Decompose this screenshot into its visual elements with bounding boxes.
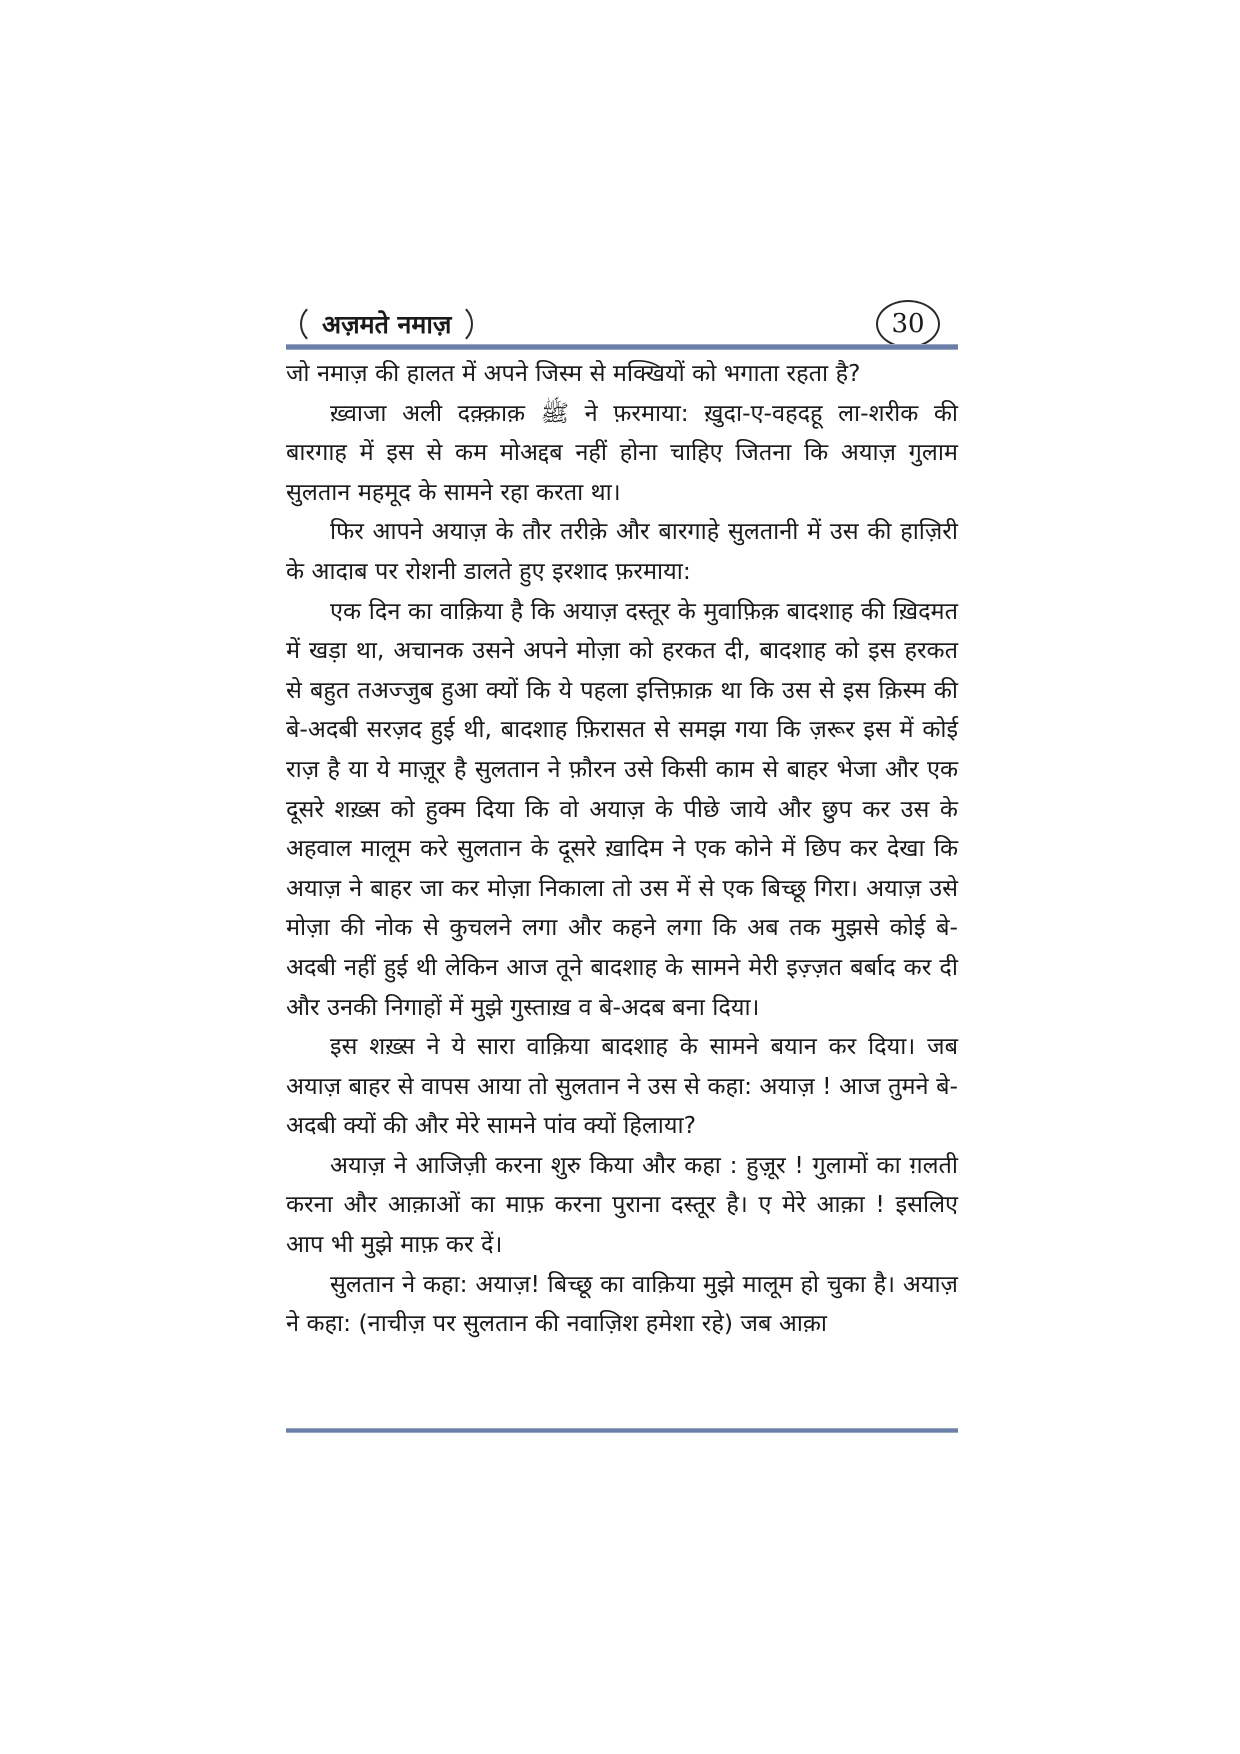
header-rule bbox=[286, 344, 958, 350]
paragraph: सुलतान ने कहा: अयाज़! बिच्छू का वाक़िया मुझे मालूम हो चुका है। अयाज़ ने कहा: (नाचीज़ पर सुलतान की नवाज़िश हमेशा रहे) जब आक़ा bbox=[286, 1269, 958, 1338]
page-header bbox=[286, 302, 958, 352]
paragraph: ख़्वाजा अली दक़्क़ाक़ ﷺ ने फ़रमाया: ख़ुदा-ए-वहदहू ला-शरीक की बारगाह में इस से कम मोअद्दब नहीं होना चाहिए जितना कि अयाज़ गुलाम सुलतान महमूद के सामने रहा करता था। bbox=[286, 398, 959, 506]
book-title: अज़मते नमाज़ bbox=[300, 302, 473, 346]
page-number: 30 bbox=[876, 300, 940, 348]
paragraph: इस शख़्स ने ये सारा वाक़िया बादशाह के सामने बयान कर दिया। जब अयाज़ बाहर से वापस आया तो सुलतान ने उस से कहा: अयाज़ ! आज तुमने बे-अदबी क्यों की और मेरे सामने पांव क्यों हिलाया? bbox=[286, 1032, 958, 1140]
paragraph: एक दिन का वाक़िया है कि अयाज़ दस्तूर के मुवाफ़िक़ बादशाह की ख़िदमत में खड़ा था, अचानक उसने अपने मोज़ा को हरकत दी, बादशाह को इस हरकत से बहुत तअज्जुब हुआ क्यों कि ये पहला इत्तिफ़ाक़ था कि उस से इस क़िस्म की बे-अदबी सरज़द हुई थी, बादशाह फ़िरासत से समझ गया कि ज़रूर इस में कोई राज़ है या ये माज़ूर है सुलतान ने फ़ौरन उसे किसी काम से बाहर भेजा और एक दूसरे शख़्स को हुक्म दिया कि वो अयाज़ के पीछे जाये और छुप कर उस के अहवाल मालूम करे सुलतान के दूसरे ख़ादिम ने एक कोने में छिप कर देखा कि अयाज़ ने बाहर जा कर मोज़ा निकाला तो उस में से एक बिच्छू गिरा। अयाज़ उसे मोज़ा की नोक से कुचलने लगा और कहने लगा कि अब तक मुझसे कोई बे-अदबी नहीं हुई थी लेकिन आज तूने बादशाह के सामने मेरी इज़्ज़त बर्बाद कर दी और उनकी निगाहों में मुझे गुस्ताख़ व बे-अदब बना दिया। bbox=[286, 596, 958, 1021]
paragraph: जो नमाज़ की हालत में अपने जिस्म से मक्खियों को भगाता रहता है? bbox=[286, 359, 861, 387]
paragraph: अयाज़ ने आजिज़ी करना शुरु किया और कहा : हुज़ूर ! गुलामों का ग़लती करना और आक़ाओं का माफ़ करना पुराना दस्तूर है। ए मेरे आक़ा ! इसलिए आप भी मुझे माफ़ कर दें। bbox=[286, 1150, 958, 1259]
footer-rule bbox=[286, 1428, 958, 1433]
page-body bbox=[286, 354, 958, 1344]
paragraph: फिर आपने अयाज़ के तौर तरीक़े और बारगाहे सुलतानी में उस की हाज़िरी के आदाब पर रोशनी डालते हुए इरशाद फ़रमाया: bbox=[286, 517, 958, 585]
